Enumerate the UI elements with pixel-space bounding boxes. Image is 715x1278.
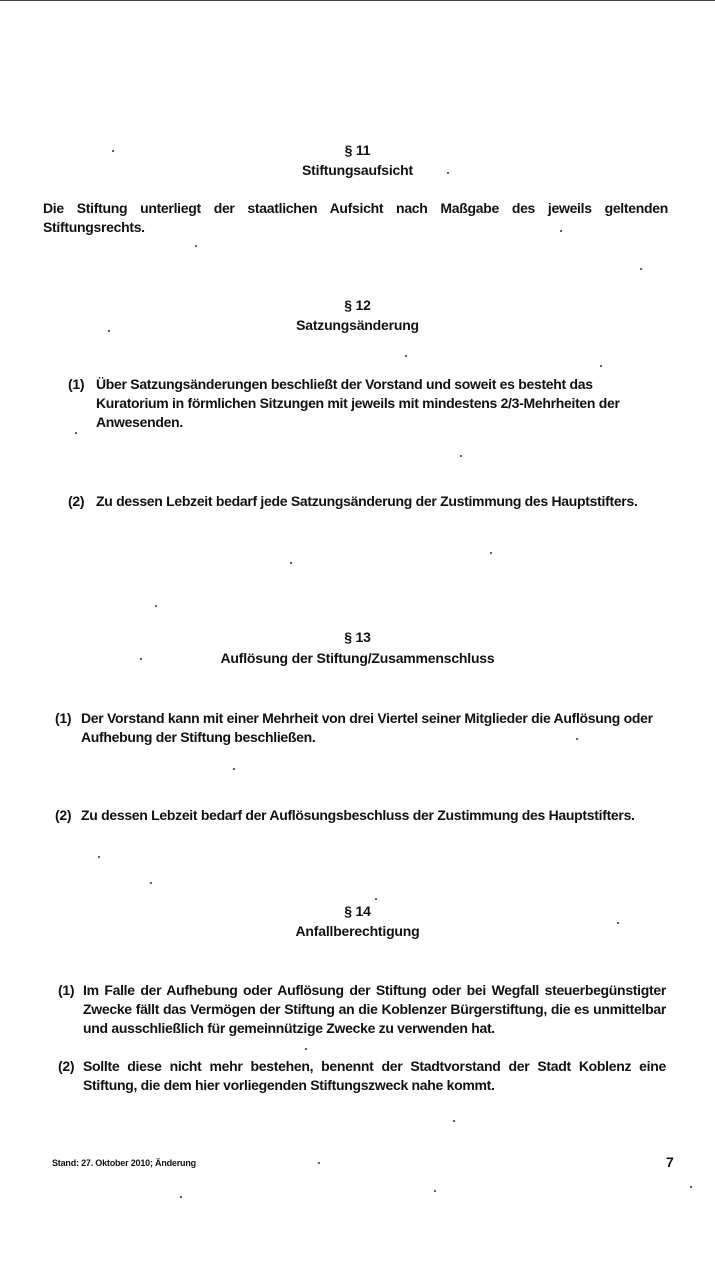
scan-speck <box>233 768 235 770</box>
section-12-item-1-number: (1) <box>68 376 85 392</box>
section-12-number: § 12 <box>344 297 371 313</box>
scan-speck <box>434 1190 436 1192</box>
scan-speck <box>112 150 114 152</box>
scan-speck <box>447 172 449 174</box>
scan-speck <box>180 1196 182 1198</box>
scan-speck <box>290 562 292 564</box>
scan-speck <box>600 365 602 367</box>
scan-speck <box>108 330 110 332</box>
section-12-item-1-text: Über Satzungsänderungen beschließt der Vorstand und soweit es besteht das Kuratorium in förmlichen Sitzungen mit jeweils mit mindestens 2/3-Mehrheiten der Anwesenden. <box>96 376 620 430</box>
section-14-item-1 <box>58 981 666 1038</box>
scan-speck <box>375 898 377 900</box>
section-14-title: Anfallberechtigung <box>295 923 420 939</box>
scan-speck <box>576 738 578 740</box>
section-14-item-2-number: (2) <box>58 1058 75 1074</box>
footer-stand-date: Stand: 27. Oktober 2010; Änderung <box>52 1158 196 1168</box>
section-14-item-2-text: Sollte diese nicht mehr bestehen, benennt der Stadtvorstand der Stadt Koblenz eine Stiftung, die dem hier vorliegenden Stiftungszweck nahe kommt. <box>83 1058 666 1093</box>
section-13-item-2-number: (2) <box>55 807 72 823</box>
section-13-title: Auflösung der Stiftung/Zusammenschluss <box>220 650 495 666</box>
scan-speck <box>640 268 642 270</box>
section-14-item-1-text: Im Falle der Aufhebung oder Auflösung der Stiftung oder bei Wegfall steuerbegünstigter Zwecke fällt das Vermögen der Stiftung an die Koblenzer Bürgerstiftung, die es unmittelbar und ausschließlich für gemeinnützige Zwecke zu verwenden hat. <box>83 982 666 1036</box>
section-14-number: § 14 <box>344 903 371 919</box>
page-number: 7 <box>666 1154 674 1170</box>
section-12-item-2-number: (2) <box>68 493 85 509</box>
scan-speck <box>318 1162 320 1164</box>
scan-speck <box>150 882 152 884</box>
section-12-title: Satzungsänderung <box>296 317 419 333</box>
scan-speck <box>617 922 619 924</box>
section-11-title: Stiftungsaufsicht <box>302 162 413 178</box>
scan-speck <box>75 432 77 434</box>
scan-speck <box>195 245 197 247</box>
scan-speck <box>690 1186 692 1188</box>
section-13-item-1-number: (1) <box>55 710 72 726</box>
scan-speck <box>490 552 492 554</box>
section-14-item-1-number: (1) <box>58 982 75 998</box>
scan-speck <box>140 658 142 660</box>
section-12-item-1 <box>68 375 628 432</box>
scan-speck <box>98 856 100 858</box>
section-13-item-2-text: Zu dessen Lebzeit bedarf der Auflösungsbeschluss der Zustimmung des Hauptstifters. <box>81 807 635 823</box>
section-13-item-1 <box>55 709 667 747</box>
scan-speck <box>305 1048 307 1050</box>
section-11-text: Die Stiftung unterliegt der staatlichen Aufsicht nach Maßgabe des jeweils geltenden Stiftungsrechts. <box>43 200 668 235</box>
scan-speck <box>460 455 462 457</box>
section-11-number: § 11 <box>344 142 371 158</box>
section-13-item-2 <box>55 806 667 825</box>
scan-speck <box>453 1120 455 1122</box>
section-14-item-2 <box>58 1057 666 1095</box>
scan-speck <box>560 230 562 232</box>
scan-speck <box>155 605 157 607</box>
section-13-number: § 13 <box>344 629 371 645</box>
scan-speck <box>405 355 407 357</box>
section-12-item-2-text: Zu dessen Lebzeit bedarf jede Satzungsänderung der Zustimmung des Hauptstifters. <box>96 493 638 509</box>
section-12-item-2 <box>68 492 663 511</box>
section-13-item-1-text: Der Vorstand kann mit einer Mehrheit von drei Viertel seiner Mitglieder die Auflösung oder Aufhebung der Stiftung beschließen. <box>81 710 653 745</box>
